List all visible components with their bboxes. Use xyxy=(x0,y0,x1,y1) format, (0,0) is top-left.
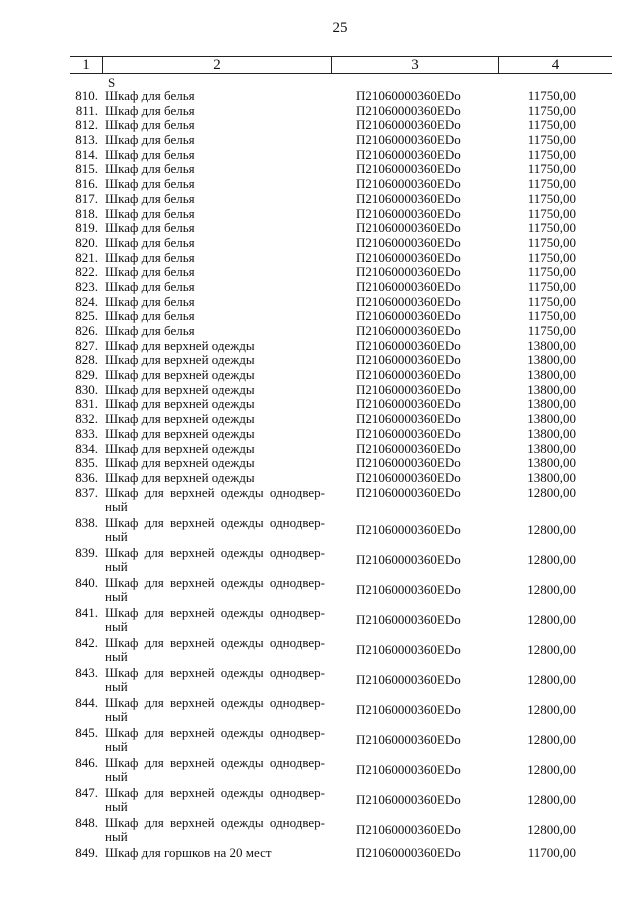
item-price: 11750,00 xyxy=(527,102,576,118)
row-number: 837. xyxy=(75,484,98,500)
item-code: П21060000360EDo xyxy=(356,132,461,148)
item-price: 11750,00 xyxy=(527,117,576,133)
row-number: 844. xyxy=(75,694,98,710)
item-name: Шкаф для верхней одежды xyxy=(105,411,255,427)
item-code: П21060000360EDo xyxy=(356,190,461,206)
item-code: П21060000360EDo xyxy=(356,791,461,807)
item-name: Шкаф для верхней одежды xyxy=(105,469,255,485)
table-row xyxy=(0,427,640,442)
row-number: 819. xyxy=(75,220,98,236)
row-number: 829. xyxy=(75,367,98,383)
row-number: 821. xyxy=(75,249,98,265)
row-number: 831. xyxy=(75,396,98,412)
row-number: 848. xyxy=(75,814,98,830)
item-code: П21060000360EDo xyxy=(356,611,461,627)
row-number: 838. xyxy=(75,514,98,530)
item-code: П21060000360EDo xyxy=(356,844,461,860)
row-number: 818. xyxy=(75,205,98,221)
item-code: П21060000360EDo xyxy=(356,220,461,236)
item-code: П21060000360EDo xyxy=(356,701,461,717)
table-row xyxy=(0,397,640,412)
item-code: П21060000360EDo xyxy=(356,521,461,537)
row-number: 832. xyxy=(75,411,98,427)
table-row xyxy=(0,606,640,636)
table-row xyxy=(0,846,640,861)
row-number: 824. xyxy=(75,293,98,309)
item-code: П21060000360EDo xyxy=(356,551,461,567)
row-number: 843. xyxy=(75,664,98,680)
row-number: 817. xyxy=(75,190,98,206)
item-name: Шкаф для верхней одежды xyxy=(105,352,255,368)
table-row xyxy=(0,280,640,295)
row-number: 834. xyxy=(75,440,98,456)
item-name: Шкаф для верхней одежды xyxy=(105,425,255,441)
row-number: 812. xyxy=(75,117,98,133)
item-name: Шкаф для верхней одежды однодвер-ный xyxy=(105,574,325,605)
item-name: Шкаф для верхней одежды однодвер-ный xyxy=(105,754,325,785)
table-row xyxy=(0,383,640,398)
row-number: 811. xyxy=(75,102,98,118)
row-number: 830. xyxy=(75,381,98,397)
item-name: Шкаф для белья xyxy=(105,102,195,118)
item-price: 12800,00 xyxy=(527,641,576,657)
item-code: П21060000360EDo xyxy=(356,117,461,133)
table-row xyxy=(0,295,640,310)
item-price: 12800,00 xyxy=(527,821,576,837)
row-number: 813. xyxy=(75,132,98,148)
table-row xyxy=(0,576,640,606)
item-code: П21060000360EDo xyxy=(356,731,461,747)
item-name: Шкаф для белья xyxy=(105,161,195,177)
table-row xyxy=(0,309,640,324)
item-name: Шкаф для белья xyxy=(105,205,195,221)
item-price: 11750,00 xyxy=(527,323,576,338)
item-code: П21060000360EDo xyxy=(356,176,461,192)
table-row xyxy=(0,104,640,119)
item-price: 11750,00 xyxy=(527,293,576,309)
table-body xyxy=(0,89,640,860)
header-col-3: 3 xyxy=(411,57,419,73)
item-price: 12800,00 xyxy=(527,791,576,807)
table-row xyxy=(0,456,640,471)
row-number: 828. xyxy=(75,352,98,368)
row-number: 825. xyxy=(75,308,98,324)
item-price: 12800,00 xyxy=(527,671,576,687)
item-code: П21060000360EDo xyxy=(356,278,461,294)
item-name: Шкаф для верхней одежды xyxy=(105,440,255,456)
row-number: 827. xyxy=(75,337,98,353)
item-code: П21060000360EDo xyxy=(356,396,461,412)
table-row xyxy=(0,148,640,163)
item-code: П21060000360EDo xyxy=(356,323,461,338)
item-name: Шкаф для верхней одежды xyxy=(105,455,255,471)
row-number: 816. xyxy=(75,176,98,192)
table-row xyxy=(0,816,640,846)
row-number: 820. xyxy=(75,234,98,250)
item-code: П21060000360EDo xyxy=(356,337,461,353)
item-name: Шкаф для верхней одежды однодвер-ный xyxy=(105,604,325,635)
item-name: Шкаф для верхней одежды однодвер-ный xyxy=(105,784,325,815)
table-row xyxy=(0,516,640,546)
item-price: 11750,00 xyxy=(527,220,576,236)
item-name: Шкаф для верхней одежды однодвер-ный xyxy=(105,694,325,725)
item-code: П21060000360EDo xyxy=(356,484,461,500)
item-price: 12800,00 xyxy=(527,731,576,747)
item-price: 11750,00 xyxy=(527,132,576,148)
row-number: 842. xyxy=(75,634,98,650)
item-price: 11750,00 xyxy=(527,161,576,177)
table-row xyxy=(0,546,640,576)
table-row xyxy=(0,636,640,666)
item-name: Шкаф для белья xyxy=(105,249,195,265)
item-price: 12800,00 xyxy=(527,761,576,777)
item-name: Шкаф для белья xyxy=(105,132,195,148)
item-name: Шкаф для верхней одежды xyxy=(105,396,255,412)
item-name: Шкаф для горшков на 20 мест xyxy=(105,844,272,860)
item-code: П21060000360EDo xyxy=(356,249,461,265)
row-number: 846. xyxy=(75,754,98,770)
row-number: 847. xyxy=(75,784,98,800)
row-number: 815. xyxy=(75,161,98,177)
item-price: 13800,00 xyxy=(527,411,576,427)
item-price: 11750,00 xyxy=(527,88,576,103)
section-letter: S xyxy=(108,75,116,90)
item-price: 11750,00 xyxy=(527,146,576,162)
row-number: 823. xyxy=(75,278,98,294)
row-number: 822. xyxy=(75,264,98,280)
table-row xyxy=(0,89,640,104)
table-row xyxy=(0,666,640,696)
item-name: Шкаф для белья xyxy=(105,264,195,280)
row-number: 836. xyxy=(75,469,98,485)
item-price: 13800,00 xyxy=(527,469,576,485)
row-number: 839. xyxy=(75,544,98,560)
table-row xyxy=(0,133,640,148)
item-name: Шкаф для верхней одежды однодвер-ный xyxy=(105,544,325,575)
item-price: 11750,00 xyxy=(527,205,576,221)
item-code: П21060000360EDo xyxy=(356,293,461,309)
item-price: 12800,00 xyxy=(527,484,576,500)
item-name: Шкаф для белья xyxy=(105,308,195,324)
item-price: 12800,00 xyxy=(527,701,576,717)
table-row xyxy=(0,696,640,726)
item-code: П21060000360EDo xyxy=(356,308,461,324)
item-name: Шкаф для верхней одежды однодвер-ный xyxy=(105,664,325,695)
item-code: П21060000360EDo xyxy=(356,146,461,162)
item-name: Шкаф для белья xyxy=(105,190,195,206)
row-number: 849. xyxy=(75,844,98,860)
item-price: 13800,00 xyxy=(527,396,576,412)
header-col-1: 1 xyxy=(82,57,90,73)
item-code: П21060000360EDo xyxy=(356,234,461,250)
item-name: Шкаф для белья xyxy=(105,220,195,236)
table-row xyxy=(0,177,640,192)
item-name: Шкаф для белья xyxy=(105,117,195,133)
table-row xyxy=(0,353,640,368)
item-price: 13800,00 xyxy=(527,367,576,383)
page-number: 25 xyxy=(332,20,348,36)
item-price: 12800,00 xyxy=(527,521,576,537)
table-row xyxy=(0,192,640,207)
item-code: П21060000360EDo xyxy=(356,455,461,471)
item-price: 11750,00 xyxy=(527,190,576,206)
table-row xyxy=(0,207,640,222)
item-price: 13800,00 xyxy=(527,440,576,456)
table-row xyxy=(0,786,640,816)
item-name: Шкаф для верхней одежды xyxy=(105,337,255,353)
item-price: 13800,00 xyxy=(527,381,576,397)
item-code: П21060000360EDo xyxy=(356,161,461,177)
item-code: П21060000360EDo xyxy=(356,367,461,383)
table-row xyxy=(0,221,640,236)
row-number: 841. xyxy=(75,604,98,620)
table-row xyxy=(0,339,640,354)
item-code: П21060000360EDo xyxy=(356,425,461,441)
table-row xyxy=(0,412,640,427)
row-number: 840. xyxy=(75,574,98,590)
item-name: Шкаф для белья xyxy=(105,176,195,192)
item-name: Шкаф для белья xyxy=(105,88,195,103)
item-name: Шкаф для верхней одежды однодвер-ный xyxy=(105,634,325,665)
item-code: П21060000360EDo xyxy=(356,761,461,777)
item-price: 13800,00 xyxy=(527,337,576,353)
item-name: Шкаф для верхней одежды однодвер-ный xyxy=(105,484,325,515)
item-price: 11750,00 xyxy=(527,176,576,192)
item-price: 11750,00 xyxy=(527,308,576,324)
row-number: 810. xyxy=(75,88,98,103)
item-name: Шкаф для верхней одежды xyxy=(105,367,255,383)
item-name: Шкаф для белья xyxy=(105,146,195,162)
table-row xyxy=(0,324,640,339)
table-header xyxy=(70,56,612,74)
item-name: Шкаф для верхней одежды однодвер-ный xyxy=(105,724,325,755)
header-col-2: 2 xyxy=(213,57,221,73)
item-code: П21060000360EDo xyxy=(356,411,461,427)
item-price: 12800,00 xyxy=(527,611,576,627)
item-price: 13800,00 xyxy=(527,455,576,471)
item-name: Шкаф для верхней одежды xyxy=(105,381,255,397)
row-number: 835. xyxy=(75,455,98,471)
item-price: 11750,00 xyxy=(527,278,576,294)
item-code: П21060000360EDo xyxy=(356,641,461,657)
item-code: П21060000360EDo xyxy=(356,264,461,280)
item-code: П21060000360EDo xyxy=(356,581,461,597)
table-row xyxy=(0,368,640,383)
item-code: П21060000360EDo xyxy=(356,821,461,837)
table-row xyxy=(0,265,640,280)
table-row xyxy=(0,251,640,266)
item-price: 11750,00 xyxy=(527,234,576,250)
item-price: 11700,00 xyxy=(527,844,576,860)
header-col-4: 4 xyxy=(551,57,560,73)
row-number: 833. xyxy=(75,425,98,441)
table-row xyxy=(0,442,640,457)
table-row xyxy=(0,726,640,756)
item-price: 13800,00 xyxy=(527,425,576,441)
table-row xyxy=(0,486,640,516)
table-row xyxy=(0,118,640,133)
item-name: Шкаф для белья xyxy=(105,323,195,338)
item-name: Шкаф для верхней одежды однодвер-ный xyxy=(105,514,325,545)
item-name: Шкаф для верхней одежды однодвер-ный xyxy=(105,814,325,845)
table-row xyxy=(0,236,640,251)
table-row xyxy=(0,756,640,786)
item-code: П21060000360EDo xyxy=(356,440,461,456)
item-code: П21060000360EDo xyxy=(356,671,461,687)
item-code: П21060000360EDo xyxy=(356,381,461,397)
item-name: Шкаф для белья xyxy=(105,278,195,294)
item-code: П21060000360EDo xyxy=(356,102,461,118)
row-number: 814. xyxy=(75,146,98,162)
item-name: Шкаф для белья xyxy=(105,293,195,309)
table-row xyxy=(0,471,640,486)
row-number: 826. xyxy=(75,323,98,338)
row-number: 845. xyxy=(75,724,98,740)
item-price: 12800,00 xyxy=(527,551,576,567)
table-row xyxy=(0,162,640,177)
item-price: 11750,00 xyxy=(527,249,576,265)
item-price: 13800,00 xyxy=(527,352,576,368)
item-code: П21060000360EDo xyxy=(356,469,461,485)
item-name: Шкаф для белья xyxy=(105,234,195,250)
item-code: П21060000360EDo xyxy=(356,88,461,103)
item-price: 11750,00 xyxy=(527,264,576,280)
item-price: 12800,00 xyxy=(527,581,576,597)
item-code: П21060000360EDo xyxy=(356,352,461,368)
item-code: П21060000360EDo xyxy=(356,205,461,221)
